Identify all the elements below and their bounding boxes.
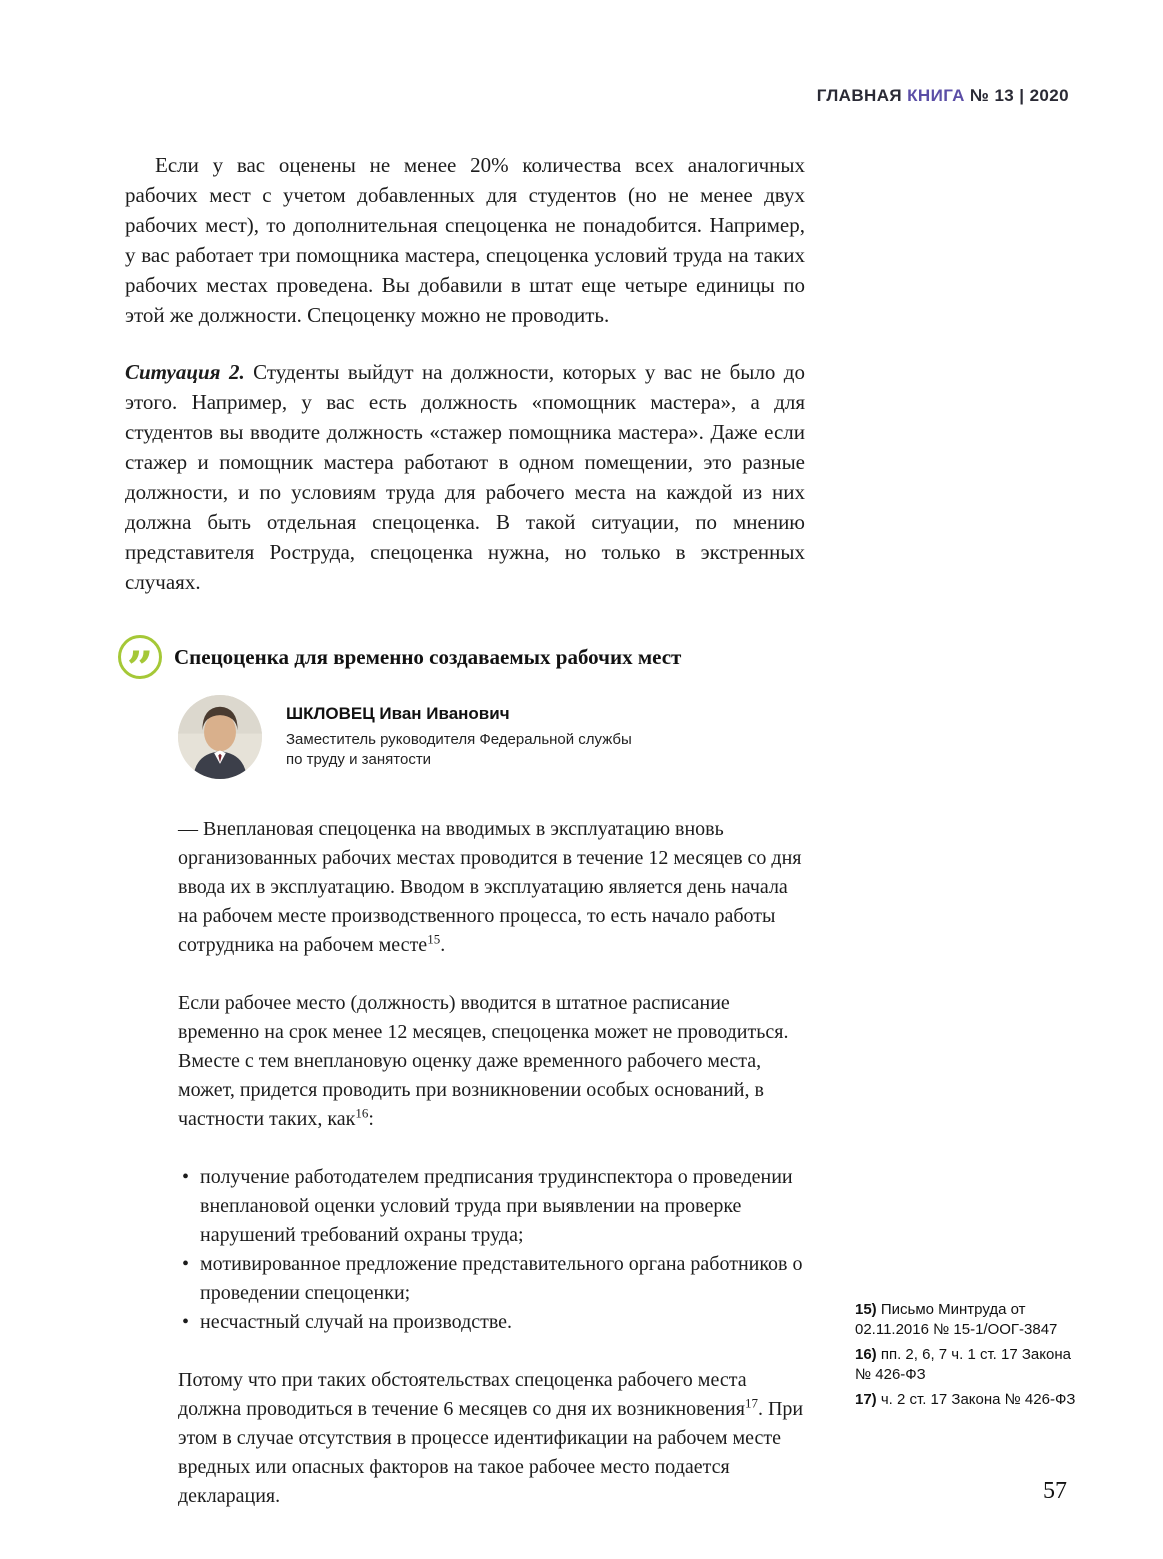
quote-author-block bbox=[178, 695, 805, 779]
situation-2-text: Студенты выйдут на должности, которых у вас не было до этого. Например, у вас есть должность «помощник мастера», а для студентов вы вводите должность «стажер помощника мастера». Даже если стажер и помощник мастера работают в одном помещении, это разные должности, и по условиям труда для рабочего места на каждой из них должна быть отдельная спецоценка. В такой ситуации, по мнению представителя Роструда, спецоценка нужна, но только в экстренных случаях. bbox=[125, 360, 805, 594]
paragraph-intro: Если у вас оценены не менее 20% количества всех аналогичных рабочих мест с учетом добавленных для студентов (но не менее двух рабочих мест), то дополнительная спецоценка не понадобится. Например, у вас работает три помощника мастера, спецоценка условий труда на таких рабочих местах проведена. Вы добавили в штат еще четыре единицы по этой же должности. Спецоценку можно не проводить. bbox=[125, 153, 805, 327]
author-photo bbox=[178, 695, 262, 779]
footnote-17 bbox=[855, 1390, 1087, 1410]
situation-2-label: Ситуация 2. bbox=[125, 360, 245, 384]
quote-glyph: ” bbox=[126, 641, 154, 679]
author-job-title: Заместитель руководителя Федеральной службы по труду и занятости bbox=[286, 731, 632, 768]
page-header bbox=[817, 86, 1069, 106]
page-number: 57 bbox=[1043, 1478, 1067, 1504]
quote-header bbox=[118, 635, 805, 679]
quote-paragraph-1 bbox=[178, 815, 805, 960]
quote-paragraph-3-text: Потому что при таких обстоятельствах спецоценка рабочего места должна проводиться в течение 6 месяцев со дня их возникновения bbox=[178, 1369, 747, 1420]
quote-paragraph-1-tail: . bbox=[440, 934, 446, 956]
footnote-15-number: 15) bbox=[855, 1301, 877, 1318]
author-info bbox=[286, 704, 636, 770]
quote-paragraph-3-tail: . При этом в случае отсутствия в процессе идентификации на рабочем месте вредных или опасных факторов на такое рабочее место подается декларация. bbox=[178, 1398, 804, 1507]
brand-part-1: ГЛАВНАЯ bbox=[816, 86, 908, 105]
footnote-15 bbox=[855, 1300, 1087, 1340]
footnote-15-text: Письмо Минтруда от 02.11.2016 № 15-1/ООГ-3847 bbox=[855, 1301, 1058, 1338]
quote-paragraph-2-text: Если рабочее место (должность) вводится в штатное расписание временно на срок менее 12 месяцев, спецоценка может не проводиться. Вместе с тем внеплановую оценку даже временного рабочего места, может, придется проводить при возникновении особых оснований, в частности таких, как bbox=[178, 992, 789, 1130]
brand-part-2: КНИГА bbox=[907, 86, 965, 105]
paragraph-situation-2 bbox=[125, 357, 805, 597]
footnote-16-text: пп. 2, 6, 7 ч. 1 ст. 17 Закона № 426-ФЗ bbox=[855, 1346, 1071, 1383]
author-photo-illustration bbox=[178, 695, 262, 779]
footnotes-sidebar bbox=[855, 1300, 1087, 1415]
author-name: ШКЛОВЕЦ Иван Иванович bbox=[286, 704, 510, 723]
quote-mark-icon bbox=[118, 635, 162, 679]
quote-paragraph-2 bbox=[178, 989, 805, 1134]
grounds-bullet-list bbox=[178, 1163, 805, 1337]
footnote-ref-17: 17 bbox=[744, 1395, 758, 1411]
footnote-16 bbox=[855, 1345, 1087, 1385]
list-item: • мотивированное предложение представительного органа работников о проведении спецоценки; bbox=[178, 1250, 805, 1308]
footnote-ref-16: 16 bbox=[355, 1105, 369, 1121]
quote-title: Спецоценка для временно создаваемых рабочих мест bbox=[174, 644, 682, 669]
list-item: • получение работодателем предписания трудинспектора о проведении внеплановой оценки условий труда при выявлении на проверке нарушений требований охраны труда; bbox=[178, 1163, 805, 1250]
quote-paragraph-3 bbox=[178, 1366, 805, 1511]
list-item: • несчастный случай на производстве. bbox=[178, 1308, 805, 1337]
footnote-16-number: 16) bbox=[855, 1346, 877, 1363]
issue-number: № 13 | 2020 bbox=[964, 86, 1069, 105]
footnote-ref-15: 15 bbox=[427, 931, 441, 947]
quote-body bbox=[178, 815, 805, 1511]
footnote-17-text: ч. 2 ст. 17 Закона № 426-ФЗ bbox=[876, 1391, 1076, 1408]
main-text-column bbox=[125, 150, 805, 1511]
quote-paragraph-1-text: — Внеплановая спецоценка на вводимых в эксплуатацию вновь организованных рабочих местах проводится в течение 12 месяцев со дня ввода их в эксплуатацию. Вводом в эксплуатацию является день начала на рабочем месте производственного процесса, то есть начало работы сотрудника на рабочем месте bbox=[178, 818, 802, 956]
quote-paragraph-2-tail: : bbox=[368, 1108, 374, 1130]
footnote-17-number: 17) bbox=[855, 1391, 877, 1408]
expert-quote-section bbox=[125, 635, 805, 1511]
